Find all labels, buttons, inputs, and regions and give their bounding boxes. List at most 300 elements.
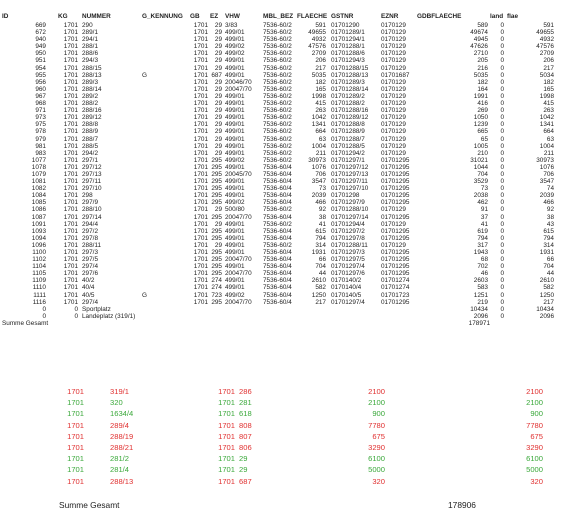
table-cell: 01701295 bbox=[381, 178, 410, 186]
table-cell: 01701288/5 bbox=[331, 142, 365, 150]
table-cell: 7536-60/4 bbox=[263, 199, 292, 207]
table-cell: 01701295 bbox=[381, 163, 410, 171]
table-cell: 0 bbox=[500, 170, 504, 178]
table-cell: 0 bbox=[500, 57, 504, 65]
table-cell: 29 bbox=[214, 149, 222, 157]
table-cell: 295 bbox=[211, 249, 222, 256]
table-cell: 288/9 bbox=[82, 128, 98, 136]
table-cell: 294/3 bbox=[82, 57, 98, 65]
col-header-gb: GB bbox=[190, 13, 200, 20]
table-cell: 20047/70 bbox=[225, 213, 252, 221]
summary-spacer bbox=[543, 464, 567, 475]
table-cell: 3547 bbox=[311, 178, 326, 186]
table-cell: 1116 bbox=[32, 298, 46, 306]
table-cell: G bbox=[142, 291, 147, 299]
table-row bbox=[0, 299, 567, 306]
table-cell bbox=[142, 114, 190, 121]
table-cell: 01701288/16 bbox=[331, 107, 369, 115]
table-cell: 1701 bbox=[193, 185, 208, 193]
table-cell: 294/4 bbox=[82, 220, 98, 228]
table-cell: 615 bbox=[315, 227, 326, 235]
table-cell: 29 bbox=[214, 43, 222, 51]
table-cell: 31021 bbox=[470, 156, 488, 164]
summary-cell-gb: 1701 bbox=[218, 420, 235, 430]
parcel-table bbox=[0, 13, 567, 327]
table-cell: 92 bbox=[546, 206, 554, 214]
table-cell: 01701295 bbox=[381, 227, 410, 235]
table-cell: 499/01 bbox=[225, 192, 245, 200]
table-row bbox=[0, 206, 567, 213]
table-cell: 01701295 bbox=[381, 249, 410, 256]
table-cell: 66 bbox=[318, 256, 326, 264]
table-cell: 0 bbox=[500, 121, 504, 129]
table-cell: 0170129 bbox=[381, 57, 406, 65]
table-cell: 20047/70 bbox=[225, 298, 252, 306]
table-cell: 01701297/2 bbox=[331, 227, 365, 235]
table-cell: 0 bbox=[42, 305, 46, 313]
total-label: Summe Gesamt bbox=[59, 500, 120, 510]
summary-spacer bbox=[543, 420, 567, 431]
table-cell: 49655 bbox=[536, 29, 554, 37]
table-cell: 1701 bbox=[63, 298, 78, 306]
table-cell: 1701 bbox=[193, 85, 208, 93]
table-cell: 1094 bbox=[31, 234, 46, 242]
table-cell: 7536-60/2 bbox=[263, 92, 292, 100]
table-cell: 3/83 bbox=[225, 22, 238, 29]
table-cell: 165 bbox=[315, 85, 326, 93]
table-row bbox=[0, 121, 567, 128]
col-header-ez: EZ bbox=[210, 13, 219, 20]
summary-cell-gdb: 675 bbox=[530, 431, 543, 441]
table-row bbox=[0, 79, 567, 86]
table-cell: 295 bbox=[211, 263, 222, 271]
table-cell: 1701 bbox=[193, 128, 208, 136]
table-cell: 582 bbox=[543, 284, 554, 292]
summary-cell-gdb: 5000 bbox=[526, 465, 543, 475]
table-cell: 29 bbox=[214, 22, 222, 29]
summary-row bbox=[0, 420, 567, 431]
table-cell: 499/01 bbox=[225, 227, 245, 235]
table-row bbox=[0, 171, 567, 178]
table-cell: 206 bbox=[315, 57, 326, 65]
table-cell: 416 bbox=[477, 100, 488, 108]
summary-spacer bbox=[385, 431, 497, 442]
table-cell: 499/01 bbox=[225, 107, 245, 115]
table-cell: 0 bbox=[500, 213, 504, 221]
table-cell: 30973 bbox=[308, 156, 326, 164]
table-cell: 01701288/10 bbox=[331, 206, 369, 214]
table-cell: 499/02 bbox=[225, 291, 245, 299]
table-row bbox=[0, 221, 567, 228]
table-cell: 0170129 bbox=[381, 142, 406, 150]
table-cell: 4932 bbox=[539, 36, 554, 44]
table-cell: 0 bbox=[500, 135, 504, 143]
table-cell: 4945 bbox=[473, 36, 488, 44]
table-cell: 294/1 bbox=[82, 36, 98, 44]
summary-cell-fl: 2100 bbox=[368, 387, 385, 396]
table-cell: 01701295 bbox=[381, 156, 410, 164]
table-cell: 297/8 bbox=[82, 234, 98, 242]
table-cell: 0 bbox=[500, 199, 504, 207]
summary-cell-nr: 1634/4 bbox=[110, 409, 134, 419]
table-cell: 217 bbox=[543, 298, 554, 306]
table-cell: 290 bbox=[82, 22, 93, 29]
table-cell: 1701 bbox=[193, 22, 208, 29]
table-cell: 01701288/6 bbox=[331, 50, 365, 58]
table-cell: 7536-60/4 bbox=[263, 178, 292, 186]
table-cell: 1250 bbox=[311, 291, 326, 299]
table-cell: 297/2 bbox=[82, 227, 98, 235]
table-cell: 297/9 bbox=[82, 199, 98, 207]
summary-cell-kg: 1701 bbox=[67, 420, 84, 430]
table-cell bbox=[142, 136, 190, 143]
table-cell: 1701 bbox=[63, 234, 78, 242]
table-cell: 1701 bbox=[63, 43, 78, 51]
table-cell: 983 bbox=[35, 149, 46, 157]
table-cell: 499/01 bbox=[225, 178, 245, 186]
table-cell: 0 bbox=[500, 277, 504, 285]
summary-spacer bbox=[84, 397, 106, 408]
table-cell: 92 bbox=[318, 206, 326, 214]
table-cell: 0170140/5 bbox=[331, 291, 362, 299]
table-cell: 1341 bbox=[539, 121, 554, 129]
summary-cell-nr: 320 bbox=[110, 398, 123, 408]
table-cell: 01701274 bbox=[381, 284, 410, 292]
table-cell: 1701 bbox=[193, 256, 208, 264]
table-cell: 29 bbox=[214, 100, 222, 108]
table-cell bbox=[142, 36, 190, 43]
table-cell: 01701294/4 bbox=[331, 220, 365, 228]
table-cell: 7536-60/2 bbox=[263, 135, 292, 143]
table-cell: 1701 bbox=[63, 178, 78, 186]
table-cell: 7536-60/4 bbox=[263, 249, 292, 256]
table-cell: 0 bbox=[500, 220, 504, 228]
table-cell: 1701 bbox=[63, 50, 78, 58]
table-cell: 1998 bbox=[311, 92, 326, 100]
summary-row bbox=[0, 453, 567, 464]
table-cell: 589 bbox=[477, 22, 488, 29]
table-cell bbox=[142, 157, 190, 164]
table-cell: 0 bbox=[500, 114, 504, 122]
table-cell: 0170129 bbox=[381, 22, 406, 29]
summary-cell-ez: 286 bbox=[239, 387, 252, 396]
table-cell bbox=[381, 313, 417, 320]
table-cell: 288/2 bbox=[82, 100, 98, 108]
table-cell: 0170129 bbox=[381, 43, 406, 51]
table-cell: 01701298 bbox=[331, 192, 360, 200]
table-cell: 591 bbox=[543, 22, 554, 29]
table-cell: 297/10 bbox=[82, 185, 102, 193]
table-cell: 0170129 bbox=[381, 220, 406, 228]
table-cell: 499/01 bbox=[225, 114, 245, 122]
table-cell: 1701 bbox=[193, 142, 208, 150]
table-cell: 46 bbox=[480, 270, 488, 278]
table-cell: 5034 bbox=[539, 71, 554, 79]
table-cell: 7536-60/4 bbox=[263, 170, 292, 178]
summary-cell-fl: 7780 bbox=[368, 420, 385, 430]
table-cell bbox=[142, 143, 190, 150]
table-cell: 294/2 bbox=[82, 149, 98, 157]
table-cell: 289/3 bbox=[82, 78, 98, 86]
summary-row bbox=[0, 386, 567, 397]
table-cell bbox=[142, 192, 190, 199]
col-header-mbl-bez: MBL_BEZ bbox=[263, 13, 294, 20]
table-cell: 1701 bbox=[63, 149, 78, 157]
table-cell: 40/2 bbox=[82, 277, 95, 285]
summary-cell-kg: 1701 bbox=[67, 387, 84, 396]
summary-cell-ez: 687 bbox=[239, 476, 252, 486]
summary-cell-gb: 1701 bbox=[218, 431, 235, 441]
table-cell: 1076 bbox=[539, 163, 554, 171]
table-cell: 10434 bbox=[470, 305, 488, 313]
table-row bbox=[0, 256, 567, 263]
table-cell: 297/4 bbox=[82, 263, 98, 271]
table-cell: 1701 bbox=[193, 241, 208, 249]
table-row bbox=[0, 86, 567, 93]
table-cell: 288/6 bbox=[82, 50, 98, 58]
table-cell: 968 bbox=[35, 100, 46, 108]
table-cell: 01701297/1 bbox=[331, 156, 365, 164]
table-cell: 2610 bbox=[311, 277, 326, 285]
table-cell: 1701 bbox=[193, 298, 208, 306]
summary-cell-nr: 319/1 bbox=[110, 387, 130, 396]
summary-spacer bbox=[385, 442, 497, 453]
table-cell: 499/01 bbox=[225, 185, 245, 193]
table-cell: 01701687 bbox=[381, 71, 410, 79]
table-cell: 499/01 bbox=[225, 249, 245, 256]
summary-cell-nr: 288/19 bbox=[110, 431, 134, 441]
table-cell bbox=[142, 171, 190, 178]
table-cell: 1104 bbox=[32, 263, 46, 271]
summary-row bbox=[0, 476, 567, 487]
table-cell: 01701295 bbox=[381, 263, 410, 271]
table-cell: 20047/70 bbox=[225, 85, 252, 93]
table-cell: 1701 bbox=[63, 107, 78, 115]
summary-cell-fl: 5000 bbox=[368, 465, 385, 475]
table-cell: 01701294/2 bbox=[331, 149, 365, 157]
table-cell bbox=[142, 228, 190, 235]
table-cell: 940 bbox=[35, 36, 46, 44]
table-cell: 1998 bbox=[539, 92, 554, 100]
table-cell: 1701 bbox=[193, 213, 208, 221]
table-cell bbox=[142, 86, 190, 93]
table-cell: 0 bbox=[500, 149, 504, 157]
table-cell: 2709 bbox=[539, 50, 554, 58]
table-cell: 3529 bbox=[473, 178, 488, 186]
table-cell: 1701 bbox=[63, 156, 78, 164]
summary-cell-fl: 3290 bbox=[368, 443, 385, 453]
table-cell: 1050 bbox=[473, 114, 488, 122]
table-cell: 01701288/15 bbox=[331, 64, 369, 72]
table-row bbox=[0, 178, 567, 185]
table-cell: 29 bbox=[214, 92, 222, 100]
table-row bbox=[0, 107, 567, 114]
table-cell: 01701297/11 bbox=[331, 178, 368, 186]
table-cell: 1701 bbox=[193, 170, 208, 178]
table-cell: 1701 bbox=[63, 135, 78, 143]
table-cell: 37 bbox=[480, 213, 488, 221]
table-cell: 10434 bbox=[536, 305, 554, 313]
table-cell: 1943 bbox=[473, 249, 488, 256]
table-row bbox=[0, 192, 567, 199]
table-cell bbox=[142, 284, 190, 291]
table-cell: 0170129 bbox=[381, 149, 406, 157]
table-cell: 7536-60/2 bbox=[263, 220, 292, 228]
table-cell: 263 bbox=[543, 107, 554, 115]
table-cell: 1005 bbox=[473, 142, 488, 150]
table-cell: 274 bbox=[211, 277, 222, 285]
table-cell bbox=[210, 313, 225, 320]
table-cell: 1701 bbox=[63, 249, 78, 256]
table-cell: 01701288/9 bbox=[331, 128, 365, 136]
table-cell: 1991 bbox=[473, 92, 488, 100]
total-value: 178906 bbox=[448, 500, 476, 510]
table-cell: 1701 bbox=[63, 270, 78, 278]
table-cell: 0 bbox=[500, 29, 504, 37]
summary-spacer bbox=[543, 397, 567, 408]
summe-label-top: Summe Gesamt bbox=[2, 319, 49, 327]
summary-cell-gb: 1701 bbox=[218, 387, 235, 396]
table-cell: 217 bbox=[315, 298, 326, 306]
table-cell: 1701 bbox=[193, 107, 208, 115]
table-cell: 7536-60/2 bbox=[263, 29, 292, 37]
table-cell: 29 bbox=[214, 107, 222, 115]
table-row bbox=[0, 150, 567, 157]
table-cell: 288/11 bbox=[82, 241, 102, 249]
col-header-flae: flae bbox=[507, 13, 519, 20]
table-cell: 30973 bbox=[536, 156, 554, 164]
summary-cell-fl: 675 bbox=[372, 431, 385, 441]
table-cell bbox=[297, 306, 331, 313]
table-cell: 164 bbox=[477, 85, 488, 93]
table-cell: 499/01 bbox=[225, 128, 245, 136]
table-cell: 1004 bbox=[311, 142, 326, 150]
table-cell: 1701 bbox=[193, 114, 208, 122]
table-cell bbox=[331, 306, 381, 313]
table-cell: 01701297/13 bbox=[331, 170, 369, 178]
table-cell: 66 bbox=[546, 256, 554, 264]
table-cell bbox=[190, 313, 210, 320]
table-cell: 3547 bbox=[539, 178, 554, 186]
table-cell: 182 bbox=[543, 78, 554, 86]
table-cell: 0170129 bbox=[381, 92, 406, 100]
table-row bbox=[0, 164, 567, 171]
col-header-eznr: EZNR bbox=[381, 13, 399, 20]
table-cell: 0 bbox=[500, 128, 504, 136]
table-cell: 1042 bbox=[539, 114, 554, 122]
table-cell: 1701 bbox=[193, 263, 208, 271]
table-cell: 0 bbox=[500, 142, 504, 150]
table-cell: 1341 bbox=[311, 121, 326, 129]
table-cell: 29 bbox=[214, 135, 222, 143]
table-cell: 1701 bbox=[63, 36, 78, 44]
table-cell: 591 bbox=[315, 22, 326, 29]
col-header-vhw: VHW bbox=[225, 13, 240, 20]
table-cell: 0 bbox=[500, 284, 504, 292]
table-cell: 619 bbox=[477, 227, 488, 235]
table-cell: 7536-60/4 bbox=[263, 263, 292, 271]
summary-cell-ez: 29 bbox=[239, 454, 248, 464]
table-row bbox=[0, 65, 567, 72]
table-cell: 182 bbox=[477, 78, 488, 86]
table-cell: 01701294/1 bbox=[331, 36, 365, 44]
table-cell: 29 bbox=[214, 50, 222, 58]
table-cell: 44 bbox=[318, 270, 326, 278]
table-row bbox=[0, 228, 567, 235]
table-cell: 1701 bbox=[193, 92, 208, 100]
table-cell: 68 bbox=[480, 256, 488, 264]
table-cell: 702 bbox=[477, 263, 488, 271]
table-row bbox=[0, 284, 567, 291]
table-cell bbox=[142, 206, 190, 213]
table-cell: 978 bbox=[35, 128, 46, 136]
summary-cell-gdb: 320 bbox=[530, 476, 543, 486]
table-cell: 01701295 bbox=[381, 270, 410, 278]
table-cell: 499/01 bbox=[225, 64, 245, 72]
summary-spacer bbox=[84, 386, 106, 397]
summary-spacer bbox=[543, 431, 567, 442]
table-cell bbox=[297, 313, 331, 320]
table-cell: 0170140/4 bbox=[331, 284, 362, 292]
table-cell: 1086 bbox=[31, 206, 46, 214]
table-cell: 289/2 bbox=[82, 92, 98, 100]
table-cell: 5035 bbox=[473, 71, 488, 79]
table-cell: 41 bbox=[480, 220, 488, 228]
table-cell: 01701295 bbox=[381, 185, 410, 193]
table-cell: 1701 bbox=[63, 128, 78, 136]
table-cell: 1701 bbox=[193, 284, 208, 292]
table-cell: 47626 bbox=[470, 43, 488, 51]
table-cell: 295 bbox=[211, 213, 222, 221]
table-cell: 297/4 bbox=[82, 298, 98, 306]
summary-table bbox=[0, 386, 567, 487]
table-cell bbox=[142, 121, 190, 128]
table-cell: 7536-60/4 bbox=[263, 185, 292, 193]
table-cell: 1084 bbox=[31, 192, 46, 200]
table-cell: 499/02 bbox=[225, 199, 245, 207]
table-cell: 7536-60/2 bbox=[263, 71, 292, 79]
table-cell bbox=[225, 306, 263, 313]
table-cell: 583 bbox=[477, 284, 488, 292]
table-cell: 1701 bbox=[193, 57, 208, 65]
table-cell: 63 bbox=[318, 135, 326, 143]
summary-cell-gb: 1701 bbox=[218, 465, 235, 475]
table-cell bbox=[142, 128, 190, 135]
summary-spacer bbox=[543, 453, 567, 464]
table-cell: 295 bbox=[211, 156, 222, 164]
table-cell: 499/01 bbox=[225, 284, 245, 292]
table-cell: 0 bbox=[74, 312, 78, 320]
table-cell: 4932 bbox=[311, 36, 326, 44]
table-cell bbox=[142, 235, 190, 242]
summary-spacer bbox=[84, 464, 106, 475]
table-cell: 01701274 bbox=[381, 277, 410, 285]
table-cell: 0 bbox=[500, 36, 504, 44]
summary-cell-gdb: 900 bbox=[530, 409, 543, 419]
table-cell: 29 bbox=[214, 220, 222, 228]
table-cell: 0 bbox=[500, 305, 504, 313]
table-cell: 165 bbox=[543, 85, 554, 93]
table-cell bbox=[142, 313, 190, 320]
table-cell: 1109 bbox=[32, 277, 46, 285]
table-cell: 182 bbox=[315, 78, 326, 86]
table-cell: 7536-60/4 bbox=[263, 291, 292, 299]
table-cell: 1701 bbox=[63, 142, 78, 150]
table-cell: 1087 bbox=[31, 213, 46, 221]
table-cell: 499/01 bbox=[225, 121, 245, 129]
table-cell: 0 bbox=[500, 107, 504, 115]
table-row bbox=[0, 270, 567, 277]
